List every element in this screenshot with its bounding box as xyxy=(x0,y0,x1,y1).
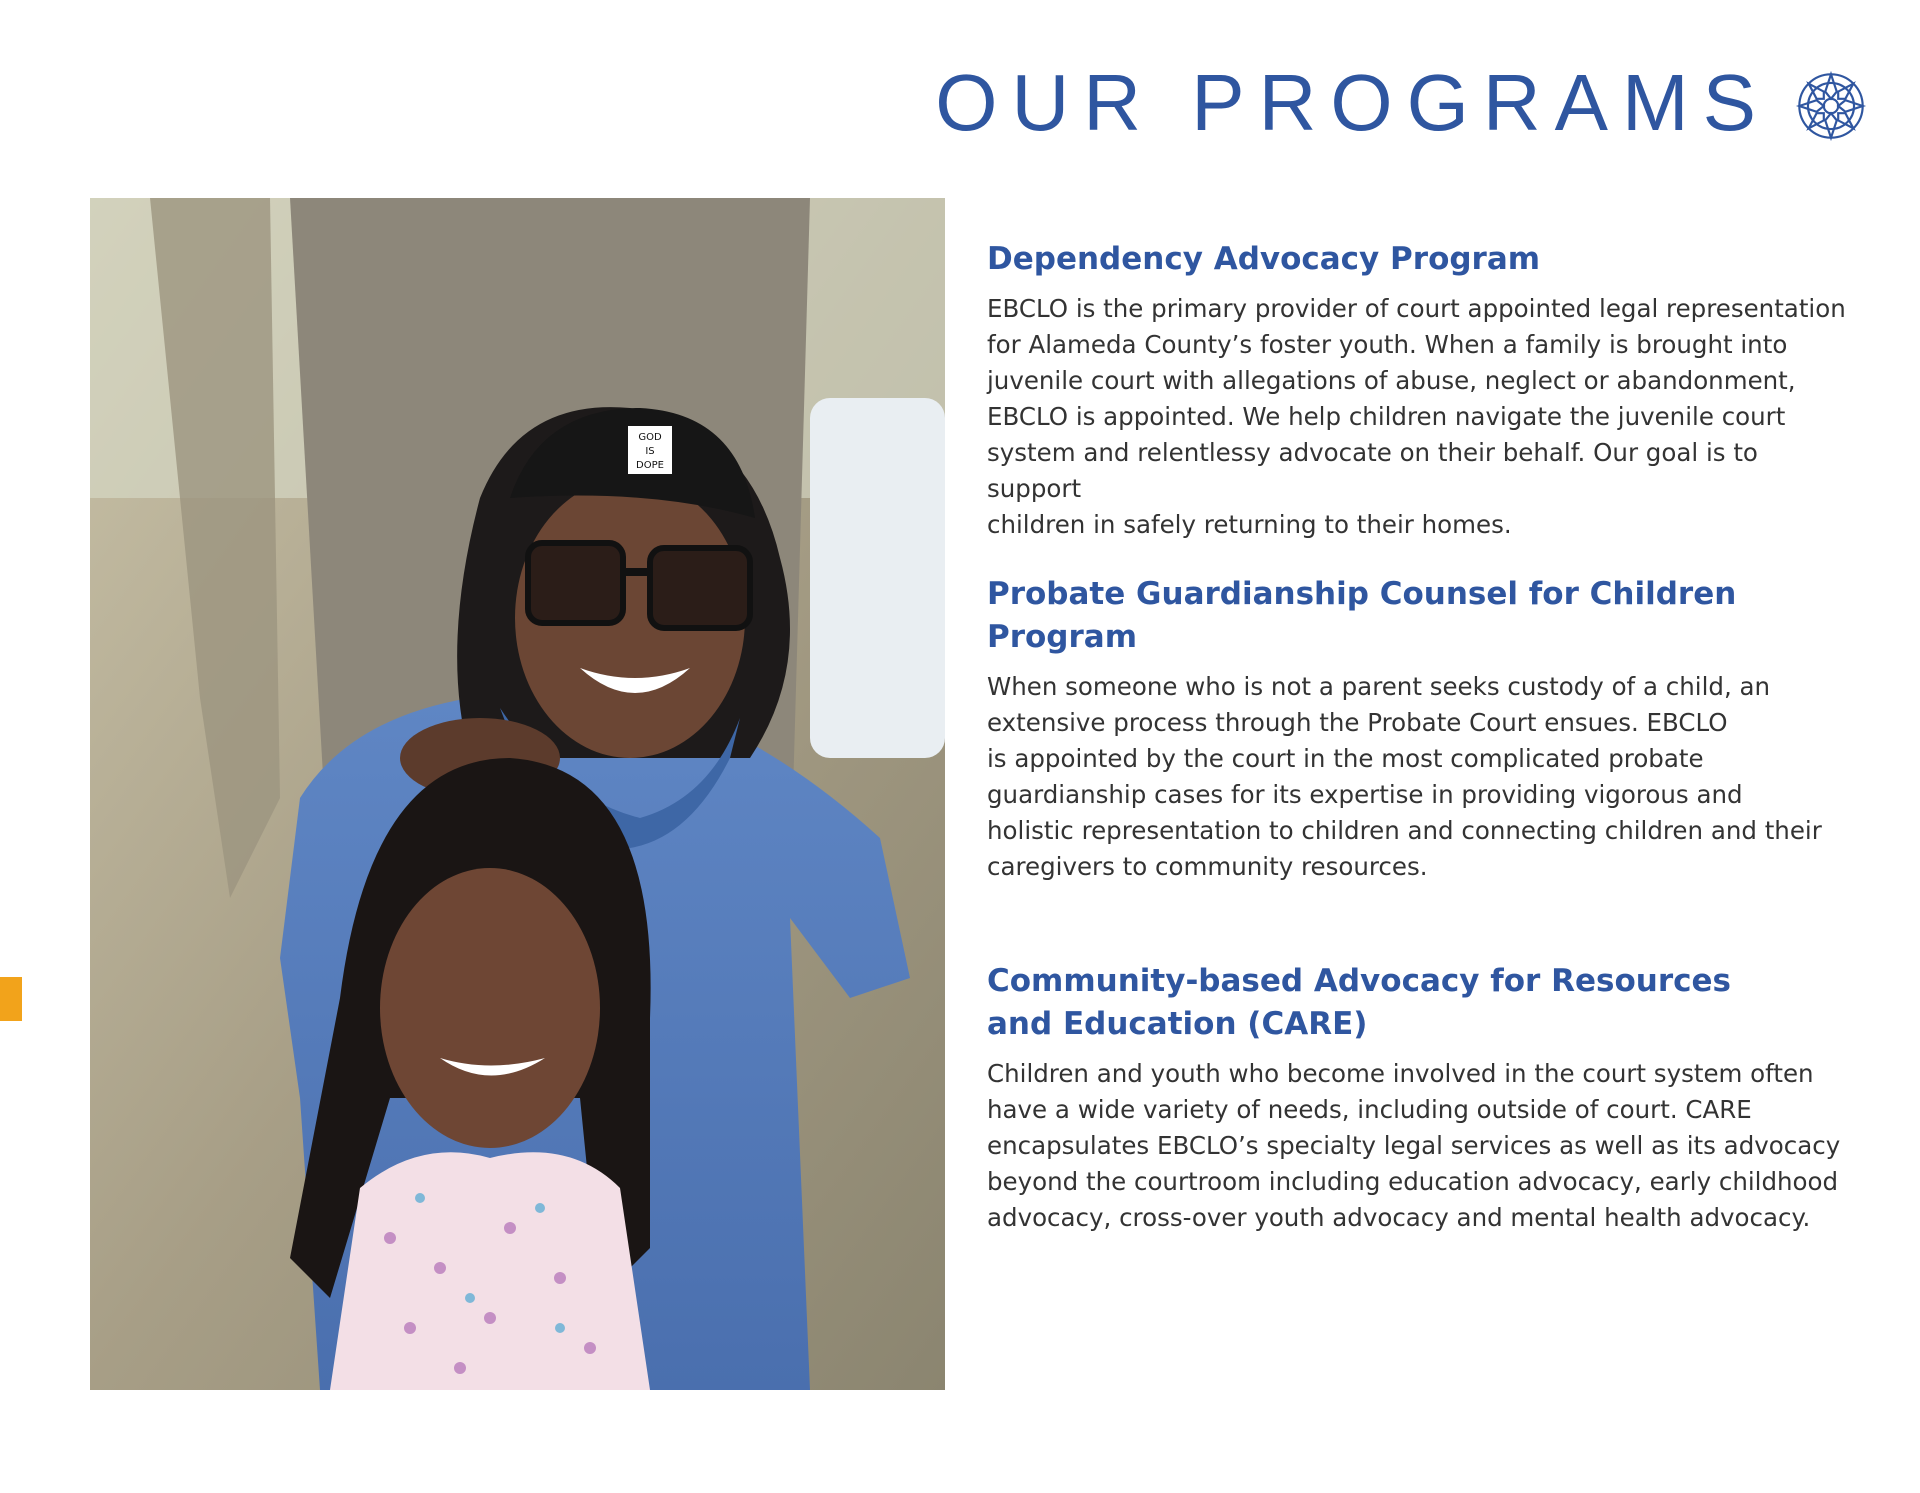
program-description: EBCLO is the primary provider of court appointed legal representation for Alameda County’s foster youth. When a family is brought into juvenile court with allegations of abuse, neglect or abandonment, EBCLO is appointed. We help children navigate the juvenile court system and relentlessy advocate on their behalf. Our goal is to support children in safely returning to their homes. xyxy=(987,294,1846,539)
mandala-icon xyxy=(1795,70,1867,142)
svg-text:GOD: GOD xyxy=(638,432,662,443)
program-description: Children and youth who become involved in the court system often have a wide variety of needs, including outside of court. CARE encapsulates EBCLO’s specialty legal services as well as its advocacy beyond the courtroom including education advocacy, early childhood advocacy, cross-over youth advocacy and mental health advocacy. xyxy=(987,1059,1841,1232)
svg-text:IS: IS xyxy=(645,446,655,457)
program-dependency-advocacy xyxy=(987,238,1857,543)
program-title: Dependency Advocacy Program xyxy=(987,241,1541,277)
program-title: Probate Guardianship Counsel for Children Program xyxy=(987,576,1737,655)
photo-woman-and-girl xyxy=(90,198,945,1390)
page-title: OUR PROGRAMS xyxy=(935,58,1770,147)
program-title: Community-based Advocacy for Resources and Education (CARE) xyxy=(987,963,1731,1042)
accent-bar xyxy=(0,977,22,1021)
program-care xyxy=(987,960,1857,1236)
program-description: When someone who is not a parent seeks custody of a child, an extensive process through the Probate Court ensues. EBCLO is appointed by the court in the most complicated probate guardianship cases for its expertise in providing vigorous and holistic representation to children and connecting children and their caregivers to community resources. xyxy=(987,672,1822,881)
svg-text:DOPE: DOPE xyxy=(636,460,664,471)
program-probate-guardianship xyxy=(987,573,1857,885)
